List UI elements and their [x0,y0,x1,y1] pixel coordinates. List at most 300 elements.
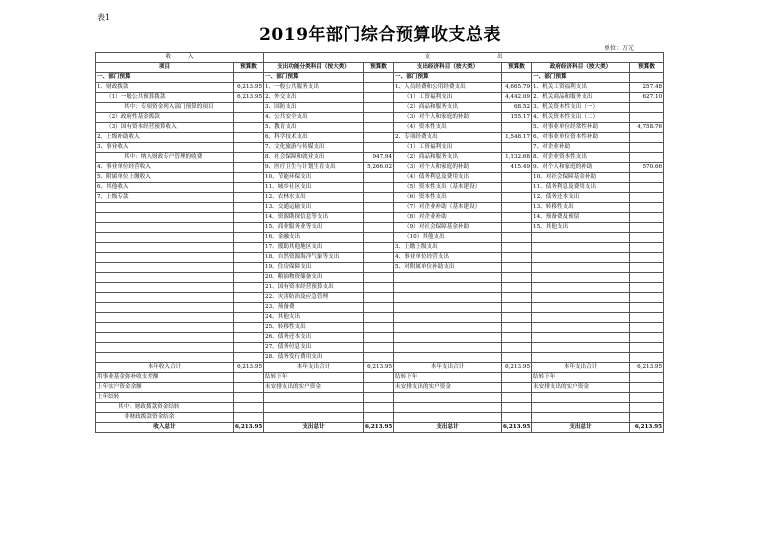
budget-cell: 6,213.95 [364,423,394,433]
budget-cell [630,243,664,253]
col-budget-2: 预算数 [364,63,394,73]
budget-cell [630,103,664,113]
table-row [96,203,664,213]
item-cell: 11、城乡社区支出 [264,183,364,193]
item-cell: 10、对社会保障基金补助 [532,173,630,183]
item-cell: 15、商业服务业等支出 [264,223,364,233]
item-cell [394,313,502,323]
item-cell: （2）商品和服务支出 [394,153,502,163]
item-cell [532,403,630,413]
item-cell: 结转下年 [532,373,630,383]
budget-cell [364,323,394,333]
item-cell: 8、社会保障和就业支出 [264,153,364,163]
budget-cell [234,73,264,83]
item-cell: （1）工资福利支出 [394,93,502,103]
budget-cell [630,223,664,233]
budget-cell [630,393,664,403]
budget-cell [502,403,532,413]
budget-cell [364,193,394,203]
header-row-2 [96,63,664,73]
budget-cell [630,323,664,333]
budget-cell: 4,442.09 [502,93,532,103]
budget-cell [364,313,394,323]
budget-cell [234,213,264,223]
item-cell: 2、专项经费支出 [394,133,502,143]
budget-cell: 4,665.79 [502,83,532,93]
budget-cell: 6,213.95 [502,363,532,373]
budget-cell: 6,213.95 [630,423,664,433]
budget-cell [502,193,532,203]
item-cell: （4）债务利息及费用支出 [394,173,502,183]
table-row [96,133,664,143]
table-row [96,243,664,253]
table-row [96,223,664,233]
budget-cell [630,293,664,303]
budget-cell: 947.94 [364,153,394,163]
item-cell: 支出总计 [532,423,630,433]
budget-cell [364,113,394,123]
table-row [96,423,664,433]
item-cell [532,293,630,303]
item-cell: 一、部门预算 [96,73,234,83]
table-row [96,313,664,323]
item-cell: 其中：纳入财政专户管理的收费 [96,153,234,163]
budget-cell [502,233,532,243]
budget-cell [630,333,664,343]
budget-cell [630,273,664,283]
item-cell: 13、转移性支出 [532,203,630,213]
item-cell [264,413,364,423]
budget-cell [630,173,664,183]
item-cell: 4、事业单位经营收入 [96,163,234,173]
item-cell: （4）资本性支出 [394,123,502,133]
item-cell [96,243,234,253]
budget-cell [630,403,664,413]
item-cell: 5、教育支出 [264,123,364,133]
budget-cell [234,103,264,113]
item-cell: 28、债务发行费用支出 [264,353,364,363]
table-row [96,273,664,283]
item-cell: 结转下年 [264,373,364,383]
item-cell: 本年收入合计 [96,363,234,373]
item-cell: 其中：财政拨款资金结转 [96,403,234,413]
table-row [96,183,664,193]
budget-cell [234,283,264,293]
budget-cell [364,233,394,243]
item-cell [394,403,502,413]
item-cell: 结转下年 [394,373,502,383]
budget-cell [234,193,264,203]
budget-cell [234,133,264,143]
budget-cell [234,183,264,193]
table-row [96,323,664,333]
budget-cell [234,173,264,183]
item-cell: 3、机关资本性支出（一） [532,103,630,113]
budget-cell [364,293,394,303]
item-cell [96,333,234,343]
table-number: 表1 [97,13,111,22]
table-row [96,153,664,163]
budget-cell [630,373,664,383]
item-cell: 7、上级专款 [96,193,234,203]
item-cell: 6、对事业单位资本性补助 [532,133,630,143]
budget-cell [630,233,664,243]
table-row [96,403,664,413]
budget-cell [630,113,664,123]
item-cell: 本年支出合计 [264,363,364,373]
budget-cell [364,303,394,313]
col-budget: 预算数 [234,63,264,73]
budget-cell [234,203,264,213]
item-cell [394,323,502,333]
budget-cell [234,243,264,253]
item-cell [264,403,364,413]
budget-cell [502,373,532,383]
item-cell: 本年支出合计 [532,363,630,373]
budget-cell [502,223,532,233]
budget-cell [630,353,664,363]
item-cell [532,313,630,323]
item-cell: 2、上级补助收入 [96,133,234,143]
item-cell: 19、住房保障支出 [264,263,364,273]
budget-cell [630,183,664,193]
budget-cell [502,383,532,393]
item-cell: 5、对附属单位补助支出 [394,263,502,273]
col-item: 项目 [96,63,234,73]
item-cell: 一、部门预算 [532,73,630,83]
item-cell [394,343,502,353]
income-header: 收 入 [96,53,264,63]
budget-cell [502,173,532,183]
item-cell: 9、医疗卫生与计划生育支出 [264,163,364,173]
table-row [96,303,664,313]
budget-cell [630,153,664,163]
budget-cell: 6,213.95 [630,363,664,373]
item-cell [394,333,502,343]
budget-cell [234,233,264,243]
item-cell [96,353,234,363]
item-cell [96,273,234,283]
budget-cell [630,263,664,273]
col-func: 支出功能分类科目（按大类） [264,63,364,73]
budget-cell [234,303,264,313]
budget-cell [234,223,264,233]
unit-label: 单位：万元 [604,45,635,52]
table-row [96,393,664,403]
budget-cell: 6,213.95 [234,93,264,103]
table-row [96,73,664,83]
table-row [96,103,664,113]
budget-cell [502,283,532,293]
budget-cell [234,263,264,273]
item-cell: 5、附属单位上缴收入 [96,173,234,183]
budget-cell [234,393,264,403]
item-cell: （7）对企业补助（基本建设） [394,203,502,213]
item-cell [96,253,234,263]
budget-cell [502,313,532,323]
item-cell: 16、金融支出 [264,233,364,243]
budget-cell: 4,758.76 [630,123,664,133]
table-row [96,163,664,173]
item-cell [532,273,630,283]
budget-cell [364,273,394,283]
item-cell [532,233,630,243]
item-cell [532,413,630,423]
budget-cell [364,203,394,213]
budget-cell: 1,548.17 [502,133,532,143]
item-cell [264,393,364,403]
budget-cell [364,243,394,253]
item-cell [96,323,234,333]
budget-cell: 6,213.95 [364,363,394,373]
item-cell: （3）对个人和家庭的补助 [394,113,502,123]
item-cell: 4、机关资本性支出（二） [532,113,630,123]
item-cell: 5、对事业单位经常性补助 [532,123,630,133]
item-cell: 8、对企业资本性支出 [532,153,630,163]
item-cell: 20、粮油物资储备支出 [264,273,364,283]
budget-cell: 68.52 [502,103,532,113]
budget-cell [234,253,264,263]
item-cell: 21、国有资本经营预算支出 [264,283,364,293]
budget-cell [234,143,264,153]
item-cell: 11、债务利息及费用支出 [532,183,630,193]
table-row [96,373,664,383]
item-cell: 2、外交支出 [264,93,364,103]
budget-cell [234,153,264,163]
budget-cell [234,313,264,323]
item-cell: 7、对企业补助 [532,143,630,153]
item-cell: 1、机关工资福利支出 [532,83,630,93]
item-cell [394,303,502,313]
item-cell: 26、债务还本支出 [264,333,364,343]
budget-cell [364,263,394,273]
budget-cell [502,303,532,313]
item-cell: （9）对社会保障基金补助 [394,223,502,233]
budget-cell: 415.49 [502,163,532,173]
table-row [96,253,664,263]
item-cell: （3）国有资本经营预算收入 [96,123,234,133]
budget-cell [234,373,264,383]
item-cell [96,303,234,313]
budget-cell [364,413,394,423]
item-cell [96,233,234,243]
item-cell: 1、财政拨款 [96,83,234,93]
item-cell: 22、灾害防治及应急管理 [264,293,364,303]
item-cell: （6）资本性支出 [394,193,502,203]
item-cell: 3、事业收入 [96,143,234,153]
budget-cell [364,223,394,233]
table-row [96,113,664,123]
budget-cell [364,213,394,223]
item-cell: 13、交通运输支出 [264,203,364,213]
item-cell [394,393,502,403]
budget-cell [234,343,264,353]
item-cell: 2、机关商品和服务支出 [532,93,630,103]
budget-cell [364,383,394,393]
budget-cell [364,333,394,343]
table-row [96,123,664,133]
item-cell: 10、节能环保支出 [264,173,364,183]
budget-cell: 6,213.95 [502,423,532,433]
item-cell [96,223,234,233]
item-cell: （2）商品和服务支出 [394,103,502,113]
item-cell: 12、农林水支出 [264,193,364,203]
item-cell [96,313,234,323]
budget-cell: 570.66 [630,163,664,173]
item-cell: 6、其他收入 [96,183,234,193]
budget-cell [364,103,394,113]
budget-cell: 6,213.95 [234,423,264,433]
item-cell: 上年实户资金余额 [96,383,234,393]
table-row [96,143,664,153]
item-cell: 14、资源勘探信息等支出 [264,213,364,223]
item-cell [96,343,234,353]
budget-cell [364,283,394,293]
item-cell: 14、预备费及预留 [532,213,630,223]
table-row [96,193,664,203]
budget-cell [630,283,664,293]
item-cell: 4、事业单位经营支出 [394,253,502,263]
item-cell: 其中：专项资金列入部门预算的项目 [96,103,234,113]
budget-cell [630,193,664,203]
budget-cell [364,353,394,363]
budget-cell [364,93,394,103]
budget-cell [502,343,532,353]
item-cell: 未安排支出的实户资金 [264,383,364,393]
item-cell: （1）一般公共预算拨款 [96,93,234,103]
budget-cell [234,333,264,343]
item-cell: 27、债务付息支出 [264,343,364,353]
item-cell [96,213,234,223]
page-title: 2019年部门综合预算收支总表 [259,25,501,45]
table-row [96,283,664,293]
budget-cell [630,313,664,323]
item-cell [532,343,630,353]
budget-cell [502,323,532,333]
item-cell: （10）其他支出 [394,233,502,243]
budget-cell: 6,213.95 [234,83,264,93]
item-cell: 4、公共安全支出 [264,113,364,123]
budget-cell [364,183,394,193]
item-cell: 支出总计 [394,423,502,433]
table-row [96,363,664,373]
budget-cell [630,213,664,223]
table-row [96,263,664,273]
item-cell: 17、援助其他地区支出 [264,243,364,253]
budget-cell: 627.10 [630,93,664,103]
budget-cell [502,253,532,263]
item-cell: （3）对个人和家庭的补助 [394,163,502,173]
table-row [96,173,664,183]
budget-cell [502,183,532,193]
item-cell: 24、其他支出 [264,313,364,323]
budget-cell [630,383,664,393]
budget-cell [364,123,394,133]
col-budget-3: 预算数 [502,63,532,73]
budget-cell [364,73,394,83]
col-econ: 支出经济科目（按大类） [394,63,502,73]
budget-cell [364,173,394,183]
budget-cell [234,113,264,123]
budget-cell: 257.48 [630,83,664,93]
item-cell [394,353,502,363]
item-cell: 非财政拨款资金结余 [96,413,234,423]
item-cell: 7、文化旅游与传媒支出 [264,143,364,153]
table-row [96,213,664,223]
item-cell: 上年结转 [96,393,234,403]
item-cell: 3、国防支出 [264,103,364,113]
item-cell [394,273,502,283]
budget-cell [502,353,532,363]
table-row [96,233,664,243]
budget-cell [234,403,264,413]
budget-cell [234,293,264,303]
item-cell: 收入总计 [96,423,234,433]
item-cell [532,393,630,403]
budget-cell [630,143,664,153]
budget-cell [234,383,264,393]
budget-cell [364,403,394,413]
item-cell: （8）对企业补助 [394,213,502,223]
item-cell [96,263,234,273]
col-budget-4: 预算数 [630,63,664,73]
item-cell [532,253,630,263]
budget-cell [502,243,532,253]
item-cell: 1、人员经费和公用经费支出 [394,83,502,93]
budget-cell [234,273,264,283]
budget-cell [502,213,532,223]
table-row [96,333,664,343]
budget-cell [502,203,532,213]
expense-header: 支 出 [264,53,664,63]
table-row [96,293,664,303]
item-cell: 一、部门预算 [264,73,364,83]
budget-cell [234,163,264,173]
budget-table [95,52,664,433]
budget-cell [364,253,394,263]
budget-cell [234,413,264,423]
item-cell [394,413,502,423]
item-cell: 用事业基金弥补收支差额 [96,373,234,383]
budget-cell [630,413,664,423]
table-row [96,93,664,103]
budget-cell [234,323,264,333]
item-cell: 6、科学技术支出 [264,133,364,143]
item-cell [394,293,502,303]
item-cell [532,353,630,363]
budget-cell [364,133,394,143]
item-cell: 18、自然资源海洋气象等支出 [264,253,364,263]
budget-cell: 5,266.02 [364,163,394,173]
item-cell: 12、债务还本支出 [532,193,630,203]
budget-cell: 155.17 [502,113,532,123]
item-cell: 支出总计 [264,423,364,433]
item-cell: 本年支出合计 [394,363,502,373]
header-row-1 [96,53,664,63]
item-cell [532,303,630,313]
item-cell [532,283,630,293]
table-row [96,343,664,353]
col-gov: 政府经济科目（按大类） [532,63,630,73]
item-cell [532,333,630,343]
budget-cell [502,73,532,83]
budget-cell [502,263,532,273]
item-cell [96,203,234,213]
item-cell [532,323,630,333]
budget-cell [630,203,664,213]
table-row [96,353,664,363]
item-cell: 未安排支出的实户资金 [394,383,502,393]
